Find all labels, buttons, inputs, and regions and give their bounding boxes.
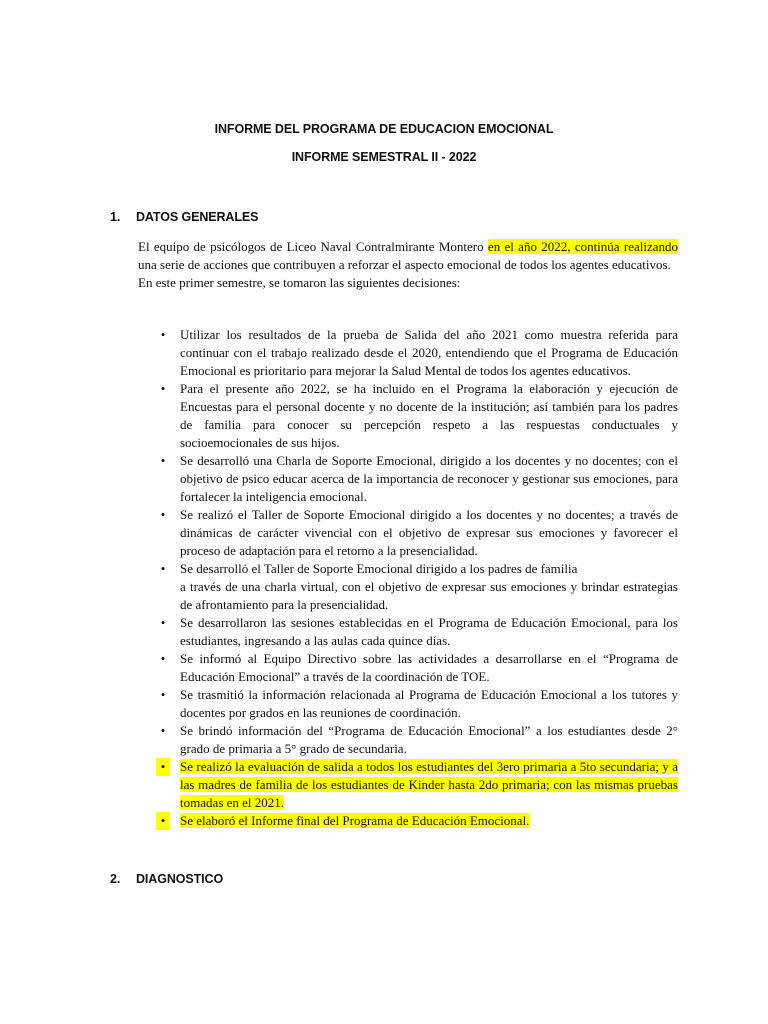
bullet-icon: •	[160, 723, 166, 738]
list-item	[138, 614, 678, 650]
bullet-icon: •	[160, 327, 166, 342]
intro-text-a: El equipo de psicólogos de Liceo Naval Contralmirante Montero	[138, 239, 488, 254]
list-item	[138, 326, 678, 380]
list-item	[138, 650, 678, 686]
decisions-list	[138, 326, 678, 830]
document-title: INFORME DEL PROGRAMA DE EDUCACION EMOCIONAL	[214, 122, 554, 136]
bullet-icon: •	[160, 687, 166, 702]
intro-line-1	[138, 238, 678, 274]
bullet-icon: •	[156, 812, 170, 830]
list-item-text: Se realizó el Taller de Soporte Emocional dirigido a los docentes y no docentes; a través de dinámicas de carácter vivencial con el objetivo de expresar sus emociones y favorecer el proceso de adaptación para el retorno a la presencialidad.	[180, 507, 678, 558]
list-item-highlighted	[138, 812, 678, 830]
bullet-icon: •	[160, 615, 166, 630]
list-item	[138, 686, 678, 722]
list-item-text: Se desarrollaron las sesiones establecidas en el Programa de Educación Emocional, para los estudiantes, ingresando a las aulas cada quince días.	[180, 615, 678, 648]
list-item-text: Se trasmitió la información relacionada al Programa de Educación Emocional a los tutores y docentes por grados en las reuniones de coordinación.	[180, 687, 678, 720]
section-heading-diagnostico	[110, 872, 223, 886]
intro-paragraph	[138, 238, 678, 292]
list-item	[138, 506, 678, 560]
list-item-text: Se informó al Equipo Directivo sobre las actividades a desarrollarse en el “Programa de Educación Emocional” a través de la coordinación de TOE.	[180, 651, 678, 684]
bullet-icon: •	[156, 758, 170, 776]
list-item-continuation: a través de una charla virtual, con el objetivo de expresar sus emociones y brindar estrategias de afrontamiento para la presencialidad.	[180, 579, 678, 612]
document-subtitle: INFORME SEMESTRAL II - 2022	[291, 150, 477, 164]
section-heading-datos-generales	[110, 210, 258, 224]
intro-text-b: una serie de acciones que contribuyen a reforzar el aspecto emocional de todos los agentes educativos.	[138, 257, 671, 272]
list-item-text: Para el presente año 2022, se ha incluido en el Programa la elaboración y ejecución de Encuestas para el personal docente y no docente de la institución; así también para los padres de familia para conocer su percepción respeto a las respuestas conductuales y socioemocionales de sus hijos.	[180, 381, 678, 450]
list-item-text: Se elaboró el Informe final del Programa de Educación Emocional.	[180, 813, 530, 828]
list-item-highlighted	[138, 758, 678, 812]
intro-highlight: en el año 2022, continúa realizando	[487, 239, 679, 254]
list-item-text: Utilizar los resultados de la prueba de Salida del año 2021 como muestra referida para continuar con el trabajo realizado desde el 2020, entendiendo que el Programa de Educación Emocional es prioritario para mejorar la Salud Mental de todos los agentes educativos.	[180, 327, 678, 378]
intro-line-2: En este primer semestre, se tomaron las siguientes decisiones:	[138, 275, 461, 290]
section-number: 1.	[110, 210, 121, 224]
bullet-icon: •	[160, 381, 166, 396]
section-number: 2.	[110, 872, 121, 886]
list-item-text: Se realizó la evaluación de salida a todos los estudiantes del 3ero primaria a 5to secundaria; y a las madres de familia de los estudiantes de Kinder hasta 2do primaria; con las mismas pruebas tomadas en el 2021.	[180, 759, 678, 810]
list-item-text: Se desarrolló una Charla de Soporte Emocional, dirigido a los docentes y no docentes; con el objetivo de psico educar acerca de la importancia de reconocer y gestionar sus emociones, para fortalecer la inteligencia emocional.	[180, 453, 678, 504]
list-item	[138, 452, 678, 506]
bullet-icon: •	[160, 453, 166, 468]
section-title: DATOS GENERALES	[136, 210, 259, 224]
section-title: DIAGNOSTICO	[136, 872, 224, 886]
list-item	[138, 380, 678, 452]
bullet-icon: •	[160, 651, 166, 666]
bullet-icon: •	[160, 507, 166, 522]
list-item-text: Se desarrolló el Taller de Soporte Emocional dirigido a los padres de familia	[180, 561, 578, 576]
bullet-icon: •	[160, 561, 166, 576]
list-item	[138, 560, 678, 614]
list-item-text: Se brindó información del “Programa de Educación Emocional” a los estudiantes desde 2° grado de primaria a 5° grado de secundaria.	[180, 723, 678, 756]
list-item	[138, 722, 678, 758]
